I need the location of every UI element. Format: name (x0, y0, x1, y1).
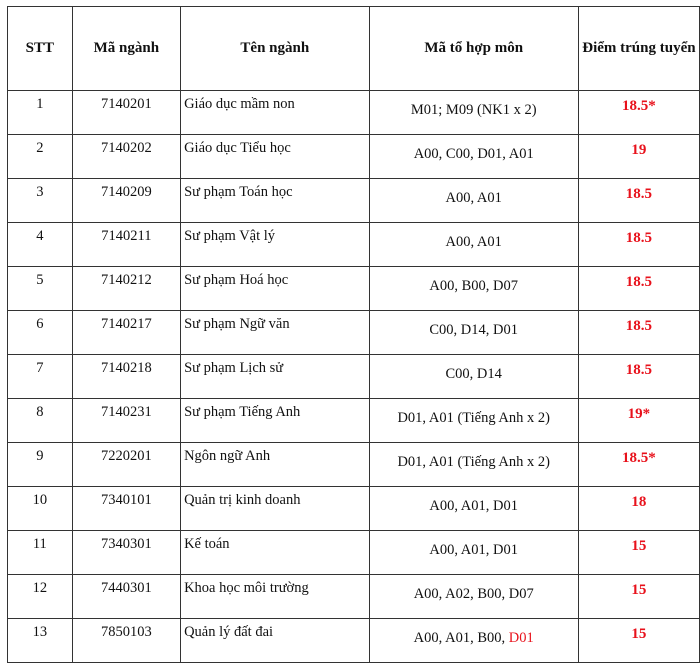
cell-code: 7140217 (72, 311, 180, 355)
cell-combo: A00, B00, D07 (369, 267, 578, 311)
cell-code: 7140211 (72, 223, 180, 267)
table-row (8, 267, 700, 311)
table-row (8, 487, 700, 531)
cell-code: 7140218 (72, 355, 180, 399)
cell-combo: A00, A01, D01 (369, 531, 578, 575)
cell-code: 7140212 (72, 267, 180, 311)
header-score: Điểm trúng tuyển (578, 7, 699, 91)
cell-combo: A00, A01 (369, 179, 578, 223)
cell-combo: C00, D14, D01 (369, 311, 578, 355)
cell-combo: A00, C00, D01, A01 (369, 135, 578, 179)
cell-stt: 5 (8, 267, 73, 311)
cell-code: 7440301 (72, 575, 180, 619)
table-row (8, 531, 700, 575)
cell-code: 7140202 (72, 135, 180, 179)
cell-stt: 10 (8, 487, 73, 531)
cell-score: 19 (578, 135, 699, 179)
cell-name: Quản lý đất đai (181, 619, 370, 663)
cell-score: 18.5* (578, 443, 699, 487)
table-row (8, 91, 700, 135)
cell-stt: 8 (8, 399, 73, 443)
cell-score: 15 (578, 619, 699, 663)
cell-name: Khoa học môi trường (181, 575, 370, 619)
cell-code: 7850103 (72, 619, 180, 663)
cell-stt: 1 (8, 91, 73, 135)
cell-score: 18 (578, 487, 699, 531)
cell-name: Sư phạm Tiếng Anh (181, 399, 370, 443)
cell-code: 7340101 (72, 487, 180, 531)
cell-name: Sư phạm Vật lý (181, 223, 370, 267)
cell-code: 7340301 (72, 531, 180, 575)
cell-stt: 3 (8, 179, 73, 223)
cell-score: 19* (578, 399, 699, 443)
cell-stt: 9 (8, 443, 73, 487)
table-row (8, 223, 700, 267)
cell-combo: A00, A02, B00, D07 (369, 575, 578, 619)
cell-stt: 2 (8, 135, 73, 179)
cell-score: 18.5 (578, 223, 699, 267)
combo-text: A00, A01, B00, (413, 630, 509, 646)
cell-name: Sư phạm Lịch sử (181, 355, 370, 399)
cell-name: Sư phạm Hoá học (181, 267, 370, 311)
admission-scores-table (7, 6, 700, 663)
cell-score: 18.5 (578, 267, 699, 311)
table-row (8, 179, 700, 223)
cell-combo: C00, D14 (369, 355, 578, 399)
cell-name: Ngôn ngữ Anh (181, 443, 370, 487)
cell-code: 7140201 (72, 91, 180, 135)
cell-score: 18.5 (578, 355, 699, 399)
cell-name: Sư phạm Ngữ văn (181, 311, 370, 355)
header-name: Tên ngành (181, 7, 370, 91)
cell-stt: 13 (8, 619, 73, 663)
cell-name: Giáo dục mầm non (181, 91, 370, 135)
cell-combo: D01, A01 (Tiếng Anh x 2) (369, 443, 578, 487)
table-row (8, 399, 700, 443)
header-stt: STT (8, 7, 73, 91)
header-code: Mã ngành (72, 7, 180, 91)
cell-code: 7140231 (72, 399, 180, 443)
cell-combo: A00, A01, D01 (369, 487, 578, 531)
cell-score: 18.5* (578, 91, 699, 135)
cell-code: 7140209 (72, 179, 180, 223)
table-row (8, 355, 700, 399)
cell-score: 18.5 (578, 311, 699, 355)
cell-stt: 11 (8, 531, 73, 575)
table-row (8, 311, 700, 355)
table-row (8, 135, 700, 179)
cell-stt: 4 (8, 223, 73, 267)
cell-stt: 6 (8, 311, 73, 355)
cell-name: Giáo dục Tiểu học (181, 135, 370, 179)
cell-combo: A00, A01 (369, 223, 578, 267)
table-row (8, 575, 700, 619)
table-row (8, 443, 700, 487)
cell-name: Quản trị kinh doanh (181, 487, 370, 531)
cell-score: 15 (578, 531, 699, 575)
cell-combo: M01; M09 (NK1 x 2) (369, 91, 578, 135)
cell-code: 7220201 (72, 443, 180, 487)
combo-highlight: D01 (508, 630, 534, 646)
cell-score: 18.5 (578, 179, 699, 223)
header-row (8, 7, 700, 91)
header-combo: Mã tổ hợp môn (369, 7, 578, 91)
cell-score: 15 (578, 575, 699, 619)
cell-name: Sư phạm Toán học (181, 179, 370, 223)
cell-stt: 7 (8, 355, 73, 399)
table-row (8, 619, 700, 663)
cell-stt: 12 (8, 575, 73, 619)
cell-name: Kế toán (181, 531, 370, 575)
cell-combo (369, 619, 578, 663)
cell-combo: D01, A01 (Tiếng Anh x 2) (369, 399, 578, 443)
